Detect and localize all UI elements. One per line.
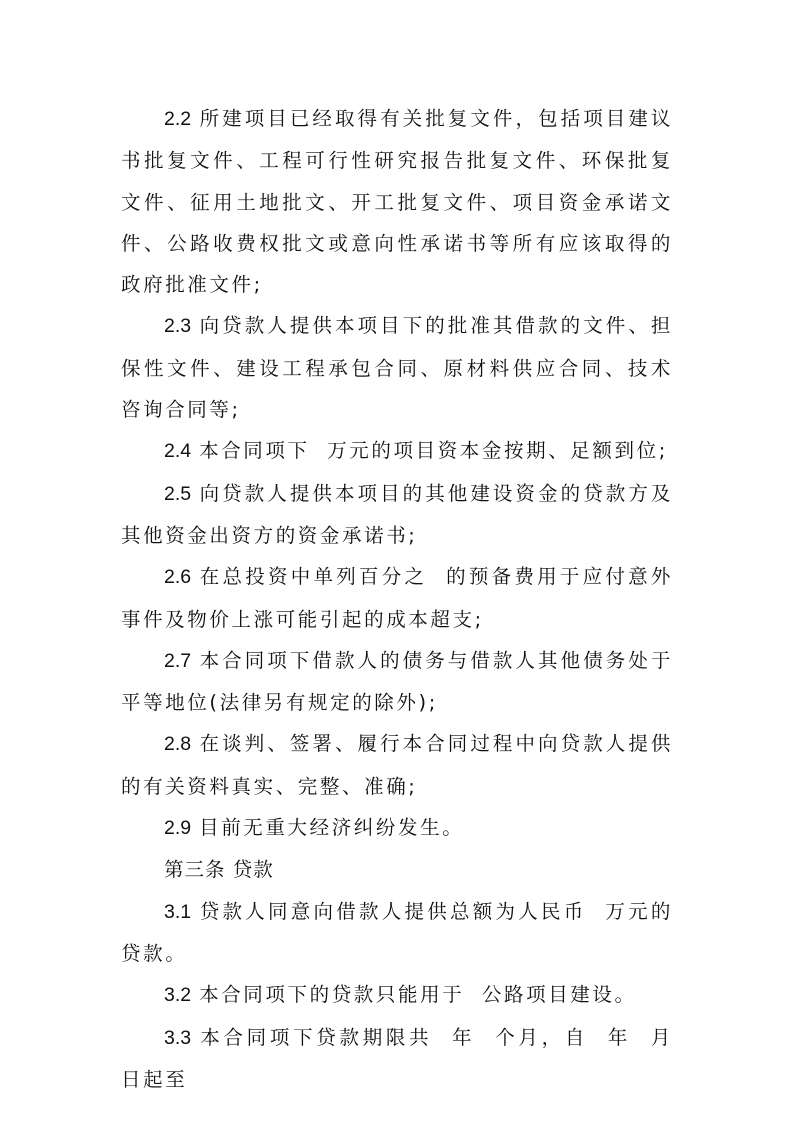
clause-text: 本合同项下 万元的项目资本金按期、足额到位; (199, 439, 668, 463)
clause-text: 向贷款人提供本项目下的批准其借款的文件、担保性文件、建设工程承包合同、原材料供应合同、技术咨询合同等; (121, 314, 673, 422)
clause-2-7 (121, 640, 673, 724)
clause-2-8 (121, 723, 673, 807)
clause-text: 所建项目已经取得有关批复文件，包括项目建议书批复文件、工程可行性研究报告批复文件、环保批复文件、征用土地批文、开工批复文件、项目资金承诺文件、公路收费权批文或意向性承诺书等所有应该取得的政府批准文件; (121, 107, 673, 297)
clause-2-6 (121, 556, 673, 640)
clause-3-1 (121, 891, 673, 975)
clause-number: 3.1 (164, 900, 192, 923)
article-heading: 第三条 贷款 (164, 858, 274, 882)
clause-text: 在总投资中单列百分之 的预备费用于应付意外事件及物价上涨可能引起的成本超支; (121, 565, 673, 631)
clause-text: 向贷款人提供本项目的其他建设资金的贷款方及其他资金出资方的资金承诺书; (121, 481, 673, 547)
clause-number: 3.3 (164, 1026, 192, 1049)
clause-number: 2.3 (164, 315, 192, 338)
clause-number: 2.5 (164, 482, 192, 505)
clause-number: 3.2 (164, 984, 192, 1007)
clause-text: 在谈判、签署、履行本合同过程中向贷款人提供的有关资料真实、完整、准确; (121, 732, 673, 798)
document-body (121, 98, 691, 1100)
clause-3-2 (121, 974, 673, 1016)
clause-2-4 (121, 430, 673, 472)
clause-number: 2.4 (164, 440, 192, 463)
clause-text: 本合同项下贷款期限共 年 个月，自 年 月 日起至 (121, 1025, 691, 1091)
clause-number: 2.7 (164, 649, 192, 672)
clause-text: 贷款人同意向借款人提供总额为人民币 万元的贷款。 (121, 899, 673, 965)
clause-number: 2.8 (164, 733, 192, 756)
clause-text: 本合同项下借款人的债务与借款人其他债务处于平等地位(法律另有规定的除外); (121, 648, 673, 715)
clause-2-3 (121, 305, 673, 430)
clause-number: 2.2 (164, 108, 192, 130)
clause-2-5 (121, 473, 673, 557)
clause-number: 2.6 (164, 566, 192, 589)
clause-text: 目前无重大经济纠纷发生。 (199, 816, 465, 840)
clause-2-9 (121, 807, 673, 849)
clause-text: 本合同项下的贷款只能用于 公路项目建设。 (199, 983, 637, 1007)
clause-number: 2.9 (164, 817, 192, 840)
clause-2-2 (121, 98, 673, 305)
clause-3-3 (121, 1017, 691, 1101)
